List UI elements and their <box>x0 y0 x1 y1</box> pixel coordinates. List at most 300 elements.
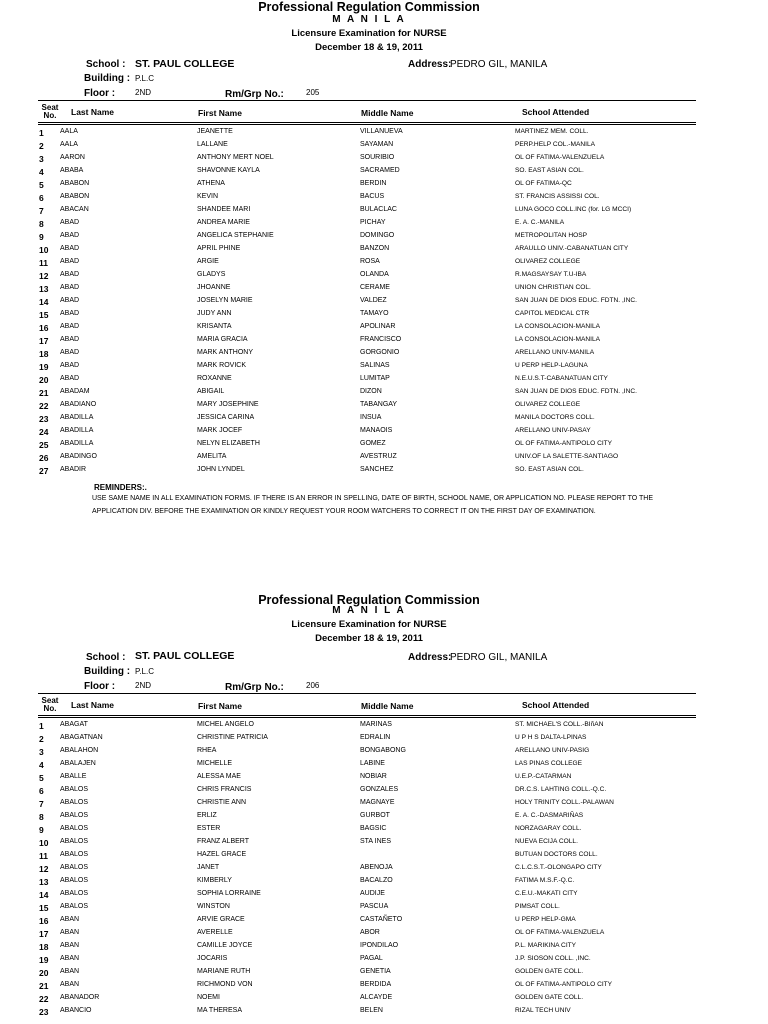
seat-cell: 26 <box>39 453 49 463</box>
seat-cell: 21 <box>39 388 49 398</box>
middle-name-cell: MAGNAYE <box>360 799 395 806</box>
middle-name-cell: MARINAS <box>360 721 392 728</box>
building-value: P.L.C <box>135 667 154 676</box>
school-attended-cell: OLIVAREZ COLLEGE <box>515 258 581 265</box>
table-row <box>0 799 768 812</box>
school-attended-cell: U PERP HELP-LAGUNA <box>515 362 588 369</box>
school-attended-cell: UNIV.OF LA SALETTE-SANTIAGO <box>515 453 619 460</box>
first-name-cell: CAMILLE JOYCE <box>197 942 253 949</box>
middle-name-cell: BERDIN <box>360 180 387 187</box>
table-row <box>0 825 768 838</box>
middle-name-cell: EDRALIN <box>360 734 391 741</box>
seat-cell: 1 <box>39 721 44 731</box>
seat-cell: 14 <box>39 890 49 900</box>
seat-cell: 2 <box>39 141 44 151</box>
middle-name-cell: CASTAÑETO <box>360 916 403 923</box>
table-row <box>0 942 768 955</box>
seat-cell: 14 <box>39 297 49 307</box>
table-row <box>0 734 768 747</box>
table-row <box>0 466 768 479</box>
exam-date: December 18 & 19, 2011 <box>315 633 423 644</box>
last-name-cell: ABAD <box>60 219 80 226</box>
table-row <box>0 193 768 206</box>
seat-cell: 10 <box>39 245 49 255</box>
seat-cell: 25 <box>39 440 49 450</box>
seat-cell: 13 <box>39 877 49 887</box>
first-name-cell: ATHENA <box>197 180 225 187</box>
first-name-cell: SHAVONNE KAYLA <box>197 167 260 174</box>
floor-value: 2ND <box>135 681 152 690</box>
table-row <box>0 838 768 851</box>
school-label: School : <box>86 59 126 70</box>
seat-cell: 7 <box>39 206 44 216</box>
floor-value: 2ND <box>135 88 152 97</box>
middle-name-column-header: Middle Name <box>361 108 414 118</box>
seat-cell: 16 <box>39 323 49 333</box>
first-name-cell: JUDY ANN <box>197 310 232 317</box>
school-attended-cell: J.P. SIOSON COLL. ,INC. <box>515 955 591 962</box>
first-name-cell: ALESSA MAE <box>197 773 241 780</box>
region-label: M A N I L A <box>332 605 406 616</box>
middle-name-cell: BANZON <box>360 245 390 252</box>
middle-name-cell: BULACLAC <box>360 206 397 213</box>
seat-cell: 22 <box>39 994 49 1004</box>
first-name-column-header: First Name <box>198 108 242 118</box>
school-attended-cell: U PERP HELP-GMA <box>515 916 576 923</box>
first-name-cell: ARVIE GRACE <box>197 916 245 923</box>
table-row <box>0 981 768 994</box>
middle-name-cell: IPONDILAO <box>360 942 399 949</box>
school-attended-cell: OL OF FATIMA-ANTIPOLO CITY <box>515 981 613 988</box>
last-name-cell: ABAD <box>60 375 80 382</box>
last-name-cell: ABAD <box>60 336 80 343</box>
table-row <box>0 219 768 232</box>
table-row <box>0 245 768 258</box>
seat-cell: 6 <box>39 786 44 796</box>
school-attended-cell: FATIMA M.S.F.-Q.C. <box>515 877 575 884</box>
school-label: School : <box>86 652 126 663</box>
seat-cell: 3 <box>39 747 44 757</box>
last-name-cell: ABAN <box>60 981 80 988</box>
last-name-cell: ABALOS <box>60 903 89 910</box>
seat-cell: 12 <box>39 864 49 874</box>
table-row <box>0 154 768 167</box>
school-attended-cell: R.MAGSAYSAY T.U-IBA <box>515 271 587 278</box>
table-row <box>0 362 768 375</box>
middle-name-cell: NOBIAR <box>360 773 387 780</box>
seat-cell: 7 <box>39 799 44 809</box>
first-name-cell: MA THERESA <box>197 1007 242 1014</box>
seat-cell: 17 <box>39 336 49 346</box>
school-attended-cell: SAN JUAN DE DIOS EDUC. FDTN. ,INC. <box>515 297 637 304</box>
school-attended-cell: NORZAGARAY COLL. <box>515 825 582 832</box>
column-rule-bottom <box>38 717 696 718</box>
last-name-cell: ABALOS <box>60 838 89 845</box>
seat-cell: 3 <box>39 154 44 164</box>
first-name-cell: JOCARIS <box>197 955 228 962</box>
table-row <box>0 206 768 219</box>
table-row <box>0 323 768 336</box>
last-name-cell: ABAD <box>60 284 80 291</box>
first-name-cell: RICHMOND VON <box>197 981 253 988</box>
table-row <box>0 760 768 773</box>
school-attended-cell: U.E.P.-CATARMAN <box>515 773 572 780</box>
table-row <box>0 414 768 427</box>
seat-cell: 10 <box>39 838 49 848</box>
school-attended-cell: GOLDEN GATE COLL. <box>515 968 584 975</box>
middle-name-cell: BAGSIC <box>360 825 387 832</box>
header-rule <box>38 693 696 694</box>
address-label: Address: <box>408 59 452 70</box>
room-label: Rm/Grp No.: <box>225 89 284 100</box>
table-row <box>0 890 768 903</box>
seat-cell: 4 <box>39 760 44 770</box>
seat-cell: 18 <box>39 942 49 952</box>
school-attended-cell: OL OF FATIMA-QC <box>515 180 572 187</box>
seat-cell: 13 <box>39 284 49 294</box>
first-name-cell: CHRIS FRANCIS <box>197 786 252 793</box>
table-row <box>0 310 768 323</box>
first-name-cell: HAZEL GRACE <box>197 851 247 858</box>
seat-cell: 4 <box>39 167 44 177</box>
school-attended-cell: PERP.HELP COL.-MANILA <box>515 141 596 148</box>
table-row <box>0 877 768 890</box>
table-row <box>0 929 768 942</box>
table-row <box>0 167 768 180</box>
middle-name-cell: PAGAL <box>360 955 383 962</box>
first-name-cell: ANGELICA STEPHANIE <box>197 232 274 239</box>
middle-name-cell: PICHAY <box>360 219 386 226</box>
first-name-cell: AMELITA <box>197 453 227 460</box>
last-name-cell: ABABA <box>60 167 84 174</box>
table-row <box>0 180 768 193</box>
last-name-cell: ABALOS <box>60 799 89 806</box>
middle-name-cell: CERAME <box>360 284 390 291</box>
school-attended-cell: ST. FRANCIS ASSISSI COL. <box>515 193 600 200</box>
middle-name-cell: ABOR <box>360 929 380 936</box>
middle-name-cell: PASCUA <box>360 903 389 910</box>
last-name-cell: ABADILLA <box>60 440 94 447</box>
first-name-cell: NELYN ELIZABETH <box>197 440 260 447</box>
middle-name-cell: BERDIDA <box>360 981 392 988</box>
last-name-cell: ABALOS <box>60 851 89 858</box>
middle-name-cell: GURBOT <box>360 812 390 819</box>
first-name-cell: JOSELYN MARIE <box>197 297 253 304</box>
table-row <box>0 1007 768 1020</box>
first-name-cell: KEVIN <box>197 193 219 200</box>
room-value: 206 <box>306 681 320 690</box>
table-row <box>0 851 768 864</box>
school-attended-cell: OL OF FATIMA-ANTIPOLO CITY <box>515 440 613 447</box>
school-attended-cell: SO. EAST ASIAN COL. <box>515 466 584 473</box>
last-name-column-header: Last Name <box>71 107 114 117</box>
school-attended-cell: HOLY TRINITY COLL.-PALAWAN <box>515 799 614 806</box>
school-column-header: School Attended <box>522 107 590 117</box>
first-name-column-header: First Name <box>198 701 242 711</box>
first-name-cell: KIMBERLY <box>197 877 232 884</box>
last-name-cell: ABANADOR <box>60 994 100 1001</box>
table-row <box>0 336 768 349</box>
commission-title: Professional Regulation Commission <box>258 0 480 14</box>
last-name-column-header: Last Name <box>71 700 114 710</box>
reminders-text: USE SAME NAME IN ALL EXAMINATION FORMS. IF THERE IS AN ERROR IN SPELLING, DATE OF BIRTH, SCHOOL NAME, OR APPLICATION NO. PLEASE REPORT TO THE APPLICATION DIV. BEFORE THE EXAMINATION OR KINDLY REQUEST YOUR ROOM WATCHERS TO CORRECT IT ON THE FIRST DAY OF EXAMINATION. <box>92 495 654 515</box>
middle-name-cell: SANCHEZ <box>360 466 394 473</box>
school-attended-cell: SAN JUAN DE DIOS EDUC. FDTN. ,INC. <box>515 388 637 395</box>
first-name-cell: CHRISTINE PATRICIA <box>197 734 268 741</box>
table-row <box>0 903 768 916</box>
table-row <box>0 375 768 388</box>
last-name-cell: ABADILLA <box>60 414 94 421</box>
school-attended-cell: CAPITOL MEDICAL CTR <box>515 310 590 317</box>
first-name-cell: SOPHIA LORRAINE <box>197 890 261 897</box>
last-name-cell: ABALOS <box>60 890 89 897</box>
first-name-cell: CHRISTIE ANN <box>197 799 247 806</box>
last-name-cell: ABALLE <box>60 773 87 780</box>
middle-name-cell: TABANGAY <box>360 401 398 408</box>
middle-name-cell: LABINE <box>360 760 385 767</box>
building-value: P.L.C <box>135 74 154 83</box>
first-name-cell: MARIA GRACIA <box>197 336 248 343</box>
last-name-cell: ABAD <box>60 349 80 356</box>
school-attended-cell: UNION CHRISTIAN COL. <box>515 284 591 291</box>
school-attended-cell: GOLDEN GATE COLL. <box>515 994 584 1001</box>
table-row <box>0 786 768 799</box>
last-name-cell: ABACAN <box>60 206 89 213</box>
school-attended-cell: SO. EAST ASIAN COL. <box>515 167 584 174</box>
school-attended-cell: NUEVA ECIJA COLL. <box>515 838 578 845</box>
last-name-cell: ABABON <box>60 193 90 200</box>
middle-name-cell: SALINAS <box>360 362 390 369</box>
middle-name-cell: VILLANUEVA <box>360 128 403 135</box>
school-attended-cell: OL OF FATIMA-VALENZUELA <box>515 154 605 161</box>
table-row <box>0 773 768 786</box>
last-name-cell: ABAGATNAN <box>60 734 103 741</box>
last-name-cell: AALA <box>60 141 78 148</box>
last-name-cell: ABADIANO <box>60 401 97 408</box>
middle-name-cell: LUMITAP <box>360 375 390 382</box>
table-row <box>0 427 768 440</box>
table-row <box>0 721 768 734</box>
exam-date: December 18 & 19, 2011 <box>315 42 423 53</box>
middle-name-cell: GONZALES <box>360 786 399 793</box>
table-row <box>0 128 768 141</box>
first-name-cell: MICHEL ANGELO <box>197 721 254 728</box>
seat-column-header: Seat No. <box>41 103 59 120</box>
room-value: 205 <box>306 88 320 97</box>
middle-name-cell: BACUS <box>360 193 385 200</box>
last-name-cell: ABADAM <box>60 388 90 395</box>
middle-name-cell: ALCAYDE <box>360 994 393 1001</box>
last-name-cell: ABADILLA <box>60 427 94 434</box>
middle-name-cell: TAMAYO <box>360 310 389 317</box>
seat-cell: 1 <box>39 128 44 138</box>
seat-cell: 22 <box>39 401 49 411</box>
seat-cell: 11 <box>39 258 48 268</box>
school-attended-cell: P.L. MARIKINA CITY <box>515 942 577 949</box>
seat-cell: 18 <box>39 349 49 359</box>
school-attended-cell: ARELLANO UNIV-PASIG <box>515 747 590 754</box>
first-name-cell: GLADYS <box>197 271 226 278</box>
header-rule <box>38 100 696 101</box>
seat-cell: 20 <box>39 375 49 385</box>
table-row <box>0 401 768 414</box>
first-name-cell: APRIL PHINE <box>197 245 241 252</box>
last-name-cell: ABALOS <box>60 864 89 871</box>
school-attended-cell: MARTINEZ MEM. COLL. <box>515 128 589 135</box>
middle-name-cell: INSUA <box>360 414 382 421</box>
school-attended-cell: E. A. C.-DASMARIÑAS <box>515 812 584 819</box>
school-attended-cell: ST. MICHAEL'S COLL.-BIñAN <box>515 721 604 728</box>
table-row <box>0 864 768 877</box>
building-label: Building : <box>84 73 131 84</box>
middle-name-cell: ABENOJA <box>360 864 393 871</box>
middle-name-cell: AVESTRUZ <box>360 453 397 460</box>
first-name-cell: RHEA <box>197 747 217 754</box>
last-name-cell: AARON <box>60 154 85 161</box>
last-name-cell: AALA <box>60 128 78 135</box>
building-label: Building : <box>84 666 131 677</box>
first-name-cell: ERLIZ <box>197 812 217 819</box>
seat-cell: 8 <box>39 812 44 822</box>
table-row <box>0 994 768 1007</box>
seat-cell: 20 <box>39 968 49 978</box>
seat-cell: 8 <box>39 219 44 229</box>
middle-name-cell: APOLINAR <box>360 323 396 330</box>
first-name-cell: JHOANNE <box>197 284 231 291</box>
table-row <box>0 349 768 362</box>
seat-cell: 24 <box>39 427 49 437</box>
table-row <box>0 453 768 466</box>
school-attended-cell: C.E.U.-MAKATI CITY <box>515 890 578 897</box>
middle-name-cell: BACALZO <box>360 877 393 884</box>
school-attended-cell: OL OF FATIMA-VALENZUELA <box>515 929 605 936</box>
last-name-cell: ABAN <box>60 968 80 975</box>
floor-label: Floor : <box>84 681 116 692</box>
middle-name-cell: MANAOIS <box>360 427 393 434</box>
last-name-cell: ABALOS <box>60 812 89 819</box>
address-value: PEDRO GIL, MANILA <box>450 59 548 70</box>
seat-cell: 9 <box>39 825 44 835</box>
school-attended-cell: N.E.U.S.T-CABANATUAN CITY <box>515 375 608 382</box>
school-attended-cell: U P H S DALTA-LPINAS <box>515 734 587 741</box>
first-name-cell: MARY JOSEPHINE <box>197 401 259 408</box>
school-attended-cell: LA CONSOLACION-MANILA <box>515 336 601 343</box>
exam-title: Licensure Examination for NURSE <box>291 619 447 630</box>
last-name-cell: ABALAHON <box>60 747 99 754</box>
school-attended-cell: LUNA GOCO COLL.INC (for. LG MCCI) <box>515 206 632 213</box>
first-name-cell: AVERELLE <box>197 929 233 936</box>
first-name-cell: MARK ROVICK <box>197 362 247 369</box>
table-row <box>0 955 768 968</box>
school-attended-cell: RIZAL TECH UNIV <box>515 1007 571 1014</box>
seat-cell: 17 <box>39 929 49 939</box>
school-attended-cell: C.L.C.S.T.-OLONGAPO CITY <box>515 864 602 871</box>
school-attended-cell: LA CONSOLACION-MANILA <box>515 323 601 330</box>
seat-cell: 21 <box>39 981 49 991</box>
seat-cell: 6 <box>39 193 44 203</box>
first-name-cell: SHANDEE MARI <box>197 206 251 213</box>
middle-name-cell: GORGONIO <box>360 349 400 356</box>
first-name-cell: JEANETTE <box>197 128 233 135</box>
first-name-cell: KRISANTA <box>197 323 232 330</box>
last-name-cell: ABAD <box>60 245 80 252</box>
school-attended-cell: METROPOLITAN HOSP <box>515 232 588 239</box>
column-rule-top <box>38 715 696 716</box>
first-name-cell: ARGIE <box>197 258 219 265</box>
last-name-cell: ABABON <box>60 180 90 187</box>
last-name-cell: ABAGAT <box>60 721 88 728</box>
seat-cell: 5 <box>39 773 44 783</box>
middle-name-cell: SACRAMED <box>360 167 400 174</box>
last-name-cell: ABAN <box>60 916 80 923</box>
first-name-cell: JANET <box>197 864 220 871</box>
table-row <box>0 812 768 825</box>
first-name-cell: MICHELLE <box>197 760 233 767</box>
last-name-cell: ABAN <box>60 929 80 936</box>
room-label: Rm/Grp No.: <box>225 682 284 693</box>
address-value: PEDRO GIL, MANILA <box>450 652 548 663</box>
table-row <box>0 232 768 245</box>
seat-cell: 23 <box>39 1007 49 1017</box>
last-name-cell: ABADINGO <box>60 453 97 460</box>
reminders-title: REMINDERS:. <box>94 483 147 492</box>
column-rule-bottom <box>38 124 696 125</box>
middle-name-cell: SAYAMAN <box>360 141 394 148</box>
last-name-cell: ABAN <box>60 955 80 962</box>
table-row <box>0 440 768 453</box>
school-attended-cell: E. A. C.-MANILA <box>515 219 565 226</box>
school-column-header: School Attended <box>522 700 590 710</box>
school-attended-cell: DR.C.S. LAHTING COLL.-Q.C. <box>515 786 607 793</box>
last-name-cell: ABANCIO <box>60 1007 92 1014</box>
seat-cell: 19 <box>39 362 49 372</box>
last-name-cell: ABAN <box>60 942 80 949</box>
table-row <box>0 297 768 310</box>
seat-cell: 2 <box>39 734 44 744</box>
last-name-cell: ABAD <box>60 271 80 278</box>
school-attended-cell: ARAULLO UNIV.-CABANATUAN CITY <box>515 245 629 252</box>
middle-name-cell: VALDEZ <box>360 297 387 304</box>
last-name-cell: ABAD <box>60 362 80 369</box>
middle-name-cell: GOMEZ <box>360 440 386 447</box>
seat-cell: 16 <box>39 916 49 926</box>
address-label: Address: <box>408 652 452 663</box>
seat-cell: 5 <box>39 180 44 190</box>
middle-name-cell: SOURIBIO <box>360 154 395 161</box>
last-name-cell: ABAD <box>60 310 80 317</box>
commission-title: Professional Regulation Commission <box>258 593 480 607</box>
last-name-cell: ABALOS <box>60 786 89 793</box>
school-attended-cell: PIMSAT COLL. <box>515 903 560 910</box>
middle-name-cell: STA INES <box>360 838 391 845</box>
middle-name-cell: AUDIJE <box>360 890 385 897</box>
last-name-cell: ABADIR <box>60 466 87 473</box>
first-name-cell: MARIANE RUTH <box>197 968 251 975</box>
first-name-cell: ROXANNE <box>197 375 232 382</box>
region-label: M A N I L A <box>332 14 406 25</box>
middle-name-cell: GENETIA <box>360 968 391 975</box>
last-name-cell: ABAD <box>60 323 80 330</box>
school-attended-cell: ARELLANO UNIV-MANILA <box>515 349 595 356</box>
seat-cell: 23 <box>39 414 49 424</box>
table-row <box>0 968 768 981</box>
middle-name-cell: BELEN <box>360 1007 383 1014</box>
first-name-cell: WINSTON <box>197 903 230 910</box>
first-name-cell: MARK JOCEF <box>197 427 243 434</box>
seat-cell: 12 <box>39 271 49 281</box>
first-name-cell: JOHN LYNDEL <box>197 466 245 473</box>
school-attended-cell: LAS PINAS COLLEGE <box>515 760 583 767</box>
